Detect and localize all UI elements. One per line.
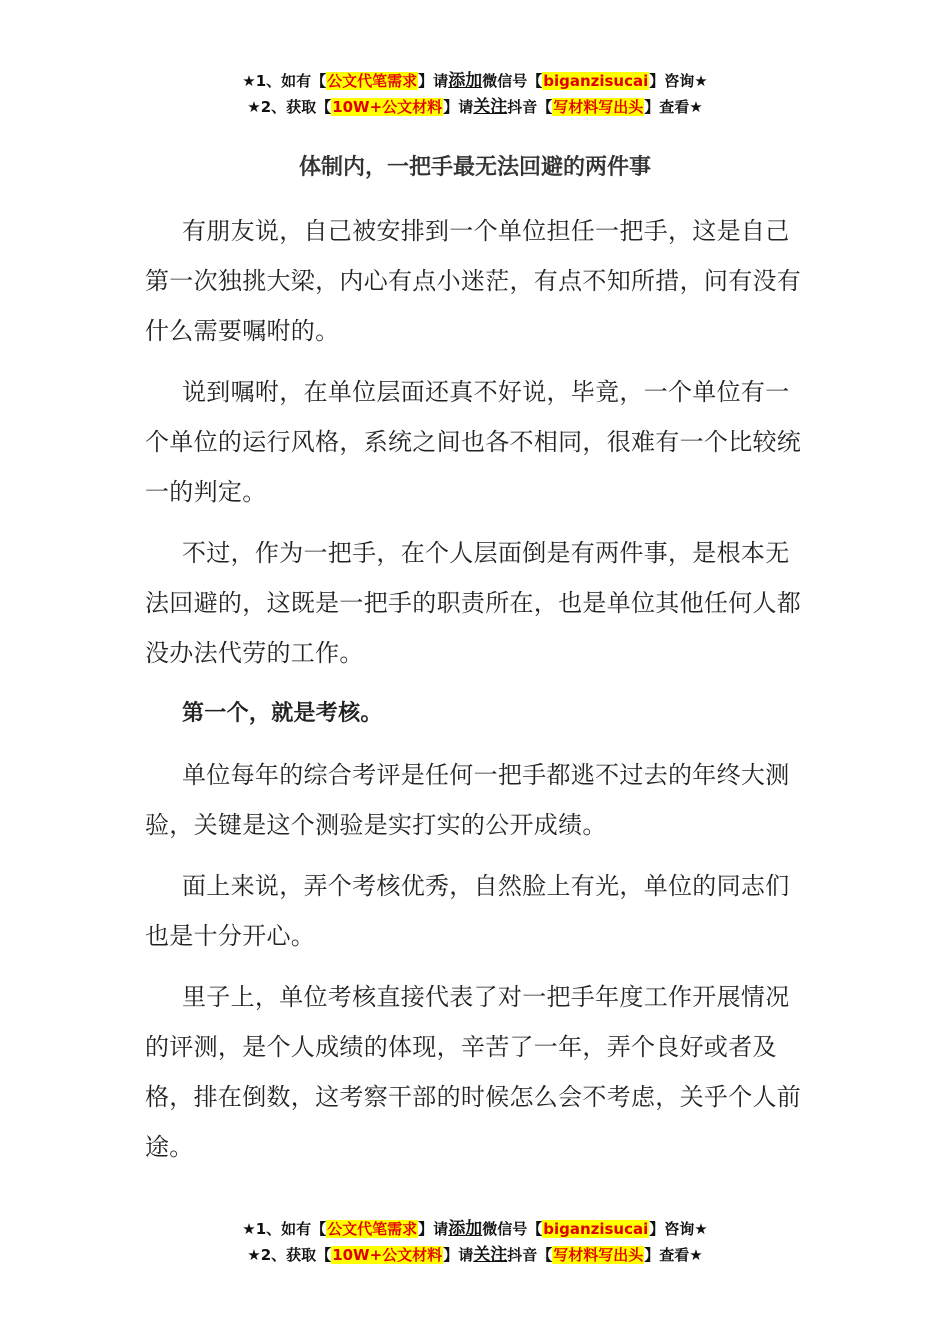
promo-highlight: 10W+公文材料 bbox=[332, 98, 443, 116]
paragraph: 里子上，单位考核直接代表了对一把手年度工作开展情况的评测，是个人成绩的体现，辛苦了一年，弄个良好或者及格，排在倒数，这考察干部的时候怎么会不考虑，关乎个人前途。 bbox=[145, 983, 802, 1161]
paragraph: 有朋友说，自己被安排到一个单位担任一把手，这是自己第一次独挑大梁，内心有点小迷茫，有点不知所措，问有没有什么需要嘱咐的。 bbox=[145, 217, 802, 345]
document-body bbox=[145, 206, 807, 1183]
promo-line-1: ★1、如有【公文代笔需求】请添加微信号【biganzisucai】咨询★ bbox=[242, 1219, 708, 1239]
header-promo-banner bbox=[0, 68, 950, 120]
paragraph: 说到嘱咐，在单位层面还真不好说，毕竟，一个单位有一个单位的运行风格，系统之间也各不相同，很难有一个比较统一的判定。 bbox=[145, 378, 802, 506]
douyin-account: 写材料写出头 bbox=[553, 98, 644, 116]
douyin-account: 写材料写出头 bbox=[553, 1246, 644, 1264]
paragraph: 不过，作为一把手，在个人层面倒是有两件事，是根本无法回避的，这既是一把手的职责所在，也是单位其他任何人都没办法代劳的工作。 bbox=[145, 539, 802, 667]
promo-line-1: ★1、如有【公文代笔需求】请添加微信号【biganzisucai】咨询★ bbox=[242, 71, 708, 91]
promo-line-2: ★2、获取【10W+公文材料】请关注抖音【写材料写出头】查看★ bbox=[247, 1245, 703, 1265]
footer-promo-banner bbox=[0, 1216, 950, 1268]
promo-line-2: ★2、获取【10W+公文材料】请关注抖音【写材料写出头】查看★ bbox=[247, 97, 703, 117]
paragraph: 单位每年的综合考评是任何一把手都逃不过去的年终大测验，关键是这个测验是实打实的公开成绩。 bbox=[145, 761, 790, 839]
wechat-id: biganzisucai bbox=[543, 1220, 649, 1238]
promo-highlight: 10W+公文材料 bbox=[332, 1246, 443, 1264]
document-title: 体制内，一把手最无法回避的两件事 bbox=[298, 155, 651, 180]
paragraph: 面上来说，弄个考核优秀，自然脸上有光，单位的同志们也是十分开心。 bbox=[145, 872, 790, 950]
section-heading: 第一个，就是考核。 bbox=[182, 701, 383, 726]
promo-highlight: 公文代笔需求 bbox=[327, 1220, 418, 1238]
wechat-id: biganzisucai bbox=[543, 72, 649, 90]
promo-highlight: 公文代笔需求 bbox=[327, 72, 418, 90]
